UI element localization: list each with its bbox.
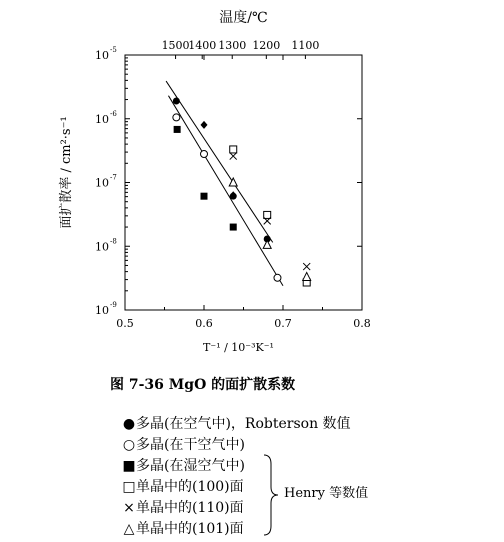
data-point-filled-diamond [201,121,208,129]
fit-line [166,81,273,242]
data-point-filled-circle [173,97,180,104]
y-tick-exponent: -9 [110,301,117,309]
legend-symbol: □ [122,479,136,495]
y-tick-base: 10 [95,49,109,62]
y-tick-base: 10 [95,304,109,317]
legend-label: 单晶中的(101)面 [136,521,244,537]
data-point-open-triangle [263,240,271,248]
legend-item [122,519,351,540]
data-point-cross [303,263,310,270]
y-axis-title: 面扩散率 / cm²·s⁻¹ [59,116,74,229]
x-tick-label: 0.7 [274,317,292,330]
top-tick-label: 1400 [188,39,217,52]
x-tick-label: 0.5 [116,317,134,330]
data-point-open-square [230,146,237,153]
legend-label: 多晶(在干空气中) [136,437,245,453]
legend-brace [262,454,280,536]
y-tick-exponent: -8 [110,237,117,246]
brace-label: Henry 等数值 [284,486,369,501]
legend-symbol: ■ [122,458,136,474]
y-tick-base: 10 [95,176,109,190]
top-axis-title: 温度/℃ [219,10,268,26]
data-point-filled-square [174,126,181,133]
legend-symbol: ○ [122,437,136,453]
data-point-open-circle [173,114,180,121]
legend-symbol: ● [122,416,136,432]
figure-caption: 图 7-36 MgO 的面扩散系数 [110,377,296,393]
legend-label: 多晶(在空气中)，Robterson 数值 [136,416,351,432]
y-tick-base: 10 [95,240,109,254]
legend-label: 单晶中的(110)面 [136,500,244,516]
top-tick-label: 1200 [252,39,281,52]
top-tick-label: 1500 [161,39,190,52]
data-point-cross [230,153,237,160]
legend-symbol: △ [123,521,135,537]
x-tick-label: 0.8 [353,317,371,330]
data-point-open-triangle [303,272,311,280]
top-tick-label: 1300 [218,39,247,52]
top-tick-label: 1100 [291,39,320,52]
data-point-filled-square [230,224,237,231]
plot-frame [125,55,362,310]
y-tick-exponent: -7 [110,173,117,182]
legend-item [122,414,351,435]
legend-symbol: × [123,500,135,516]
data-point-open-circle [274,274,281,281]
legend-item [122,435,351,456]
data-point-open-circle [201,150,208,157]
legend-label: 多晶(在湿空气中) [136,458,245,474]
x-axis-title: T⁻¹ / 10⁻³K⁻¹ [203,341,274,354]
legend-item [122,498,351,519]
legend-item [122,456,351,477]
x-tick-label: 0.6 [195,317,213,330]
y-tick-base: 10 [95,112,109,126]
legend-label: 单晶中的(100)面 [136,479,244,495]
data-point-open-square [264,211,271,218]
y-tick-exponent: -5 [110,46,117,54]
data-point-filled-square [201,193,208,200]
fit-line [168,96,283,286]
legend [122,414,351,540]
y-tick-exponent: -6 [110,109,117,118]
